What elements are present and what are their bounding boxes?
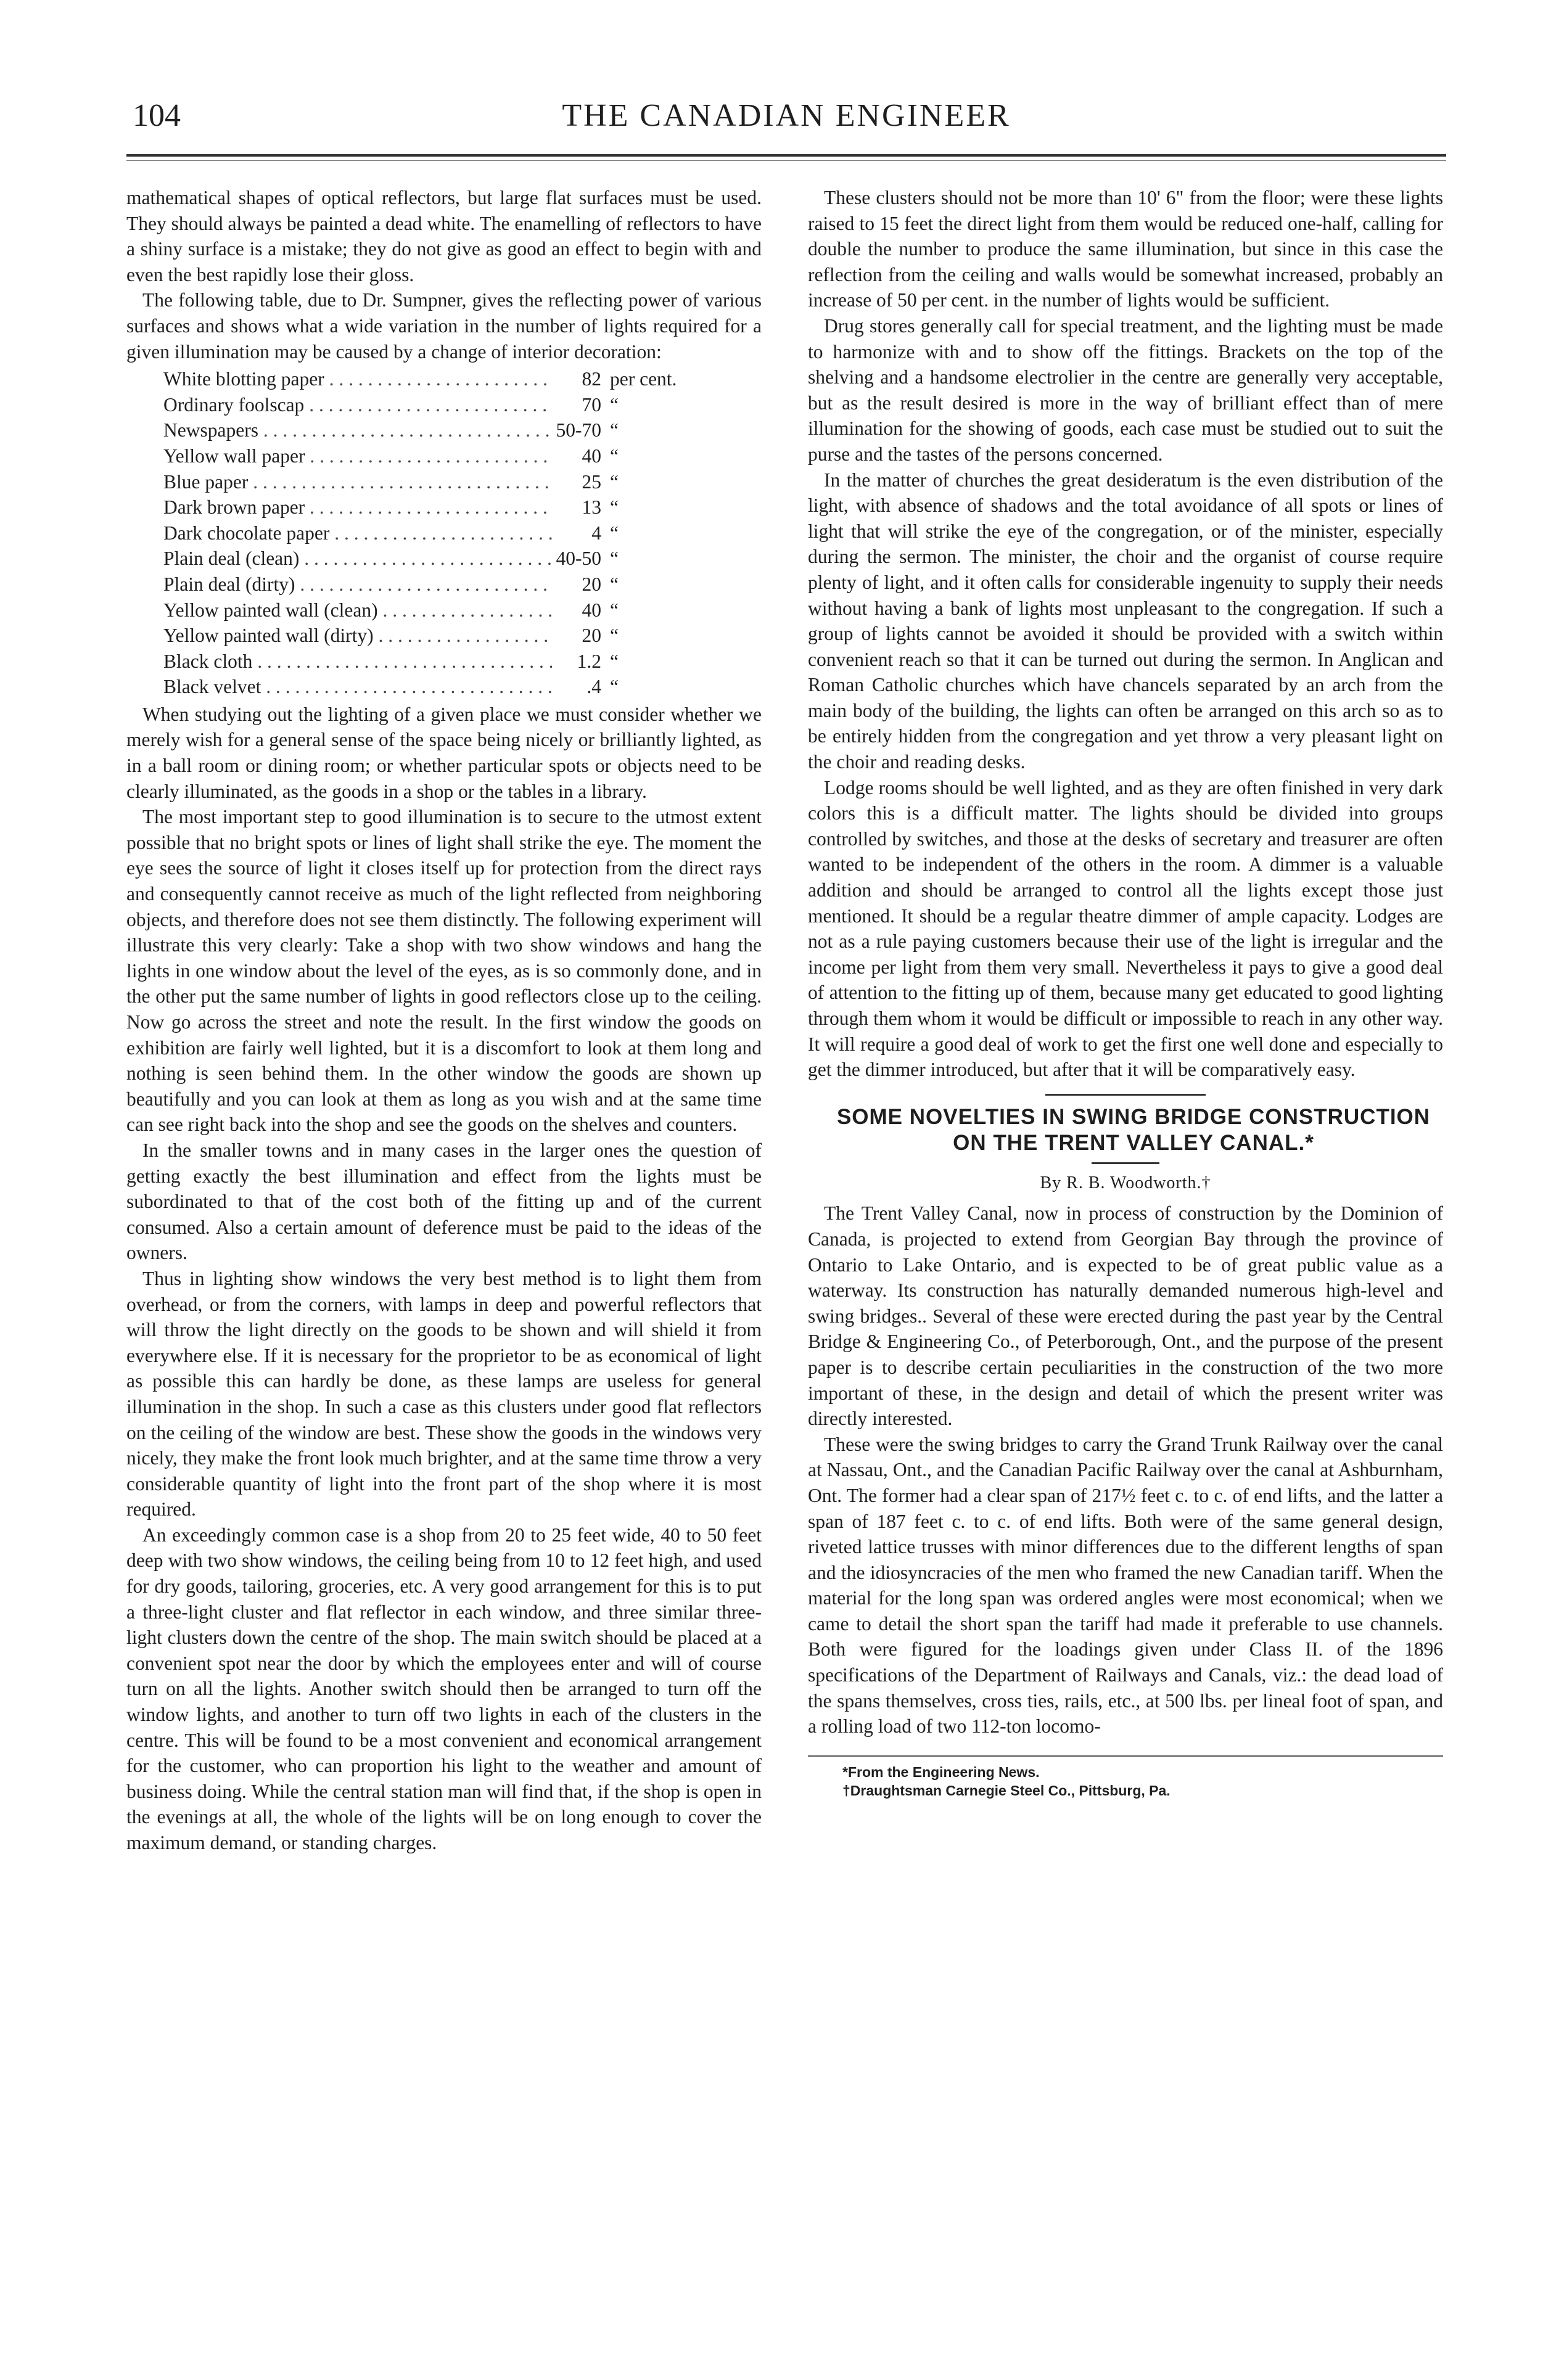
- unit: “: [610, 573, 619, 595]
- paragraph: Drug stores generally call for special treatment, and the lighting must be made to harmonize with and to show off the fittings. Brackets on the top of the shelving and a handsome electrolier in the centre are generally very acceptable, but as the result desired is more in the way of brilliant effect than of mere illumination for the showing of goods, each case must be studied out to suit the purse and the tastes of the persons concerned.: [808, 314, 1443, 465]
- footnote-rule: [808, 1755, 1443, 1757]
- paragraph: The following table, due to Dr. Sumpner, gives the reflecting power of various surfaces and shows what a wide variation in the number of lights required for a given illumination may be caused by a change of interior decoration:: [126, 289, 762, 363]
- unit: “: [610, 548, 619, 570]
- paragraph: An exceedingly common case is a shop from 20 to 25 feet wide, 40 to 50 feet deep with two show windows, the ceiling being from 10 to 12 feet high, and used for dry goods, tailoring, groceries, etc. A very good arrangement for this is to put a three-light cluster and flat reflector in each window, and three similar three-light clusters down the centre of the shop. The main switch should be placed at a convenient spot near the door by which the employees enter and will of course turn on all the lights. Another switch should then be arranged to turn off the window lights, and another to turn off two lights in each of the clusters in the centre. This will be found to be a most convenient and economical arrangement for the customer, who can proportion his light to the weather and amount of business doing. While the central station man will find that, if the shop is open in the evenings at all, the whole of the lights will be on long enough to cover the maximum demand, or standing charges.: [126, 1524, 762, 1853]
- paragraph: These were the swing bridges to carry the Grand Trunk Railway over the canal at Nassau, Ont., and the Canadian Pacific Railway over the canal at Ashburnham, Ont. The former had a clear span of 217½ feet c. to c. of end lifts, and the latter a span of 187 feet c. to c. of end lifts. Both were of the same general design, riveted lattice trusses with minor differences due to the different lengths of span and the idiosyncracies of the men who framed the new Canadian tariff. When the material for the long span was ordered angles were most economical; when we came to detail the short span the tariff had made it preferable to use channels. Both were figured for the loadings given under Class II. of the 1896 specifications of the Department of Railways and Canals, viz.: the dead load of the spans themselves, cross ties, rails, etc., at 500 lbs. per lineal foot of span, and a rolling load of two 112-ton locomo-: [808, 1433, 1443, 1738]
- article-title-line-2: ON THE TRENT VALLEY CANAL.*: [953, 1130, 1314, 1155]
- surface-name: Yellow painted wall (dirty) . . .: [126, 623, 552, 649]
- surface-name: Newspapers . . .: [126, 417, 552, 443]
- table-row: [126, 674, 762, 700]
- paragraph: Thus in lighting show windows the very best method is to light them from overhead, or from the corners, with lamps in deep and powerful reflectors that will throw the light directly on the goods to be shown and will shield it from everywhere else. If it is necessary for the proprietor to be as economical of light as possible this can hardly be done, as these lamps are useless for general illumination in the shop. In such a case as this clusters under good flat reflectors on the ceiling of the window are best. These show the goods in the windows very nicely, they make the front look much brighter, and at the same time throw a very considerable quantity of light into the front part of the shop where it is most required.: [126, 1267, 762, 1520]
- reflect-value: 40: [582, 445, 601, 467]
- unit: “: [610, 496, 619, 519]
- reflecting-power-table: [126, 366, 762, 700]
- unit: “: [610, 419, 619, 441]
- header-rule-thin: [126, 160, 1446, 161]
- paragraph: In the smaller towns and in many cases in the larger ones the question of getting exactly the best illumination and effect from the lights must be subordinated to that of the cost both of the fitting up and of the current consumed. Also a certain amount of deference must be paid to the ideas of the owners.: [126, 1139, 762, 1264]
- unit: “: [610, 445, 619, 467]
- reflect-value: 20: [582, 625, 601, 647]
- unit: “: [610, 599, 619, 621]
- footnote: *From the Engineering News.: [842, 1763, 1040, 1780]
- paragraph: The Trent Valley Canal, now in process of construction by the Dominion of Canada, is projected to extend from Georgian Bay through the province of Ontario to Lake Ontario, and is expected to be of great public value as a waterway. Its construction has naturally demanded numerous high-level and swing bridges.. Several of these were erected during the past year by the Central Bridge & Engineering Co., of Peterborough, Ont., and the purpose of the present paper is to describe certain peculiarities in the construction of the two more important of these, in the design and detail of which the present writer was directly interested.: [808, 1202, 1443, 1430]
- page-header: [126, 92, 1446, 148]
- title-rule: [1092, 1162, 1159, 1164]
- running-title: THE CANADIAN ENGINEER: [562, 98, 1011, 133]
- reflect-value: 40: [582, 599, 601, 621]
- paragraph: The most important step to good illumination is to secure to the utmost extent possible that no bright spots or lines of light shall strike the eye. The moment the eye sees the source of light it closes itself up for protection from the direct rays and consequently cannot receive as much of the light reflected from neighboring objects, and therefore does not see them distinctly. The following experiment will illustrate this very clearly: Take a shop with two show windows and hang the lights in one window about the level of the eyes, as is so commonly done, and in the other put the same number of lights in good reflectors close up to the ceiling. Now go across the street and note the result. In the first window the goods on exhibition are fairly well lighted, but it is a discomfort to look at them long and nothing is seen behind them. In the other window the goods are shown up beautifully and you can look at them as long as you wish and at the same time can see right back into the shop and see the goods on the shelves and counters.: [126, 806, 762, 1136]
- table-row: [126, 417, 762, 443]
- right-column: [808, 185, 1443, 1800]
- surface-name: Yellow wall paper . . .: [126, 443, 552, 469]
- surface-name: Blue paper . . .: [126, 469, 552, 495]
- reflect-value: 50-70: [556, 419, 601, 441]
- surface-name: White blotting paper . . .: [126, 366, 552, 392]
- unit: “: [610, 393, 619, 416]
- paragraph: These clusters should not be more than 10' 6" from the floor; were these lights raised to 15 feet the direct light from them would be reduced one-half, calling for double the number to produce the same illumination, but since in this case the reflection from the ceiling and walls would be somewhat increased, probably an increase of 50 per cent. in the number of lights would be sufficient.: [808, 187, 1443, 311]
- unit: “: [610, 650, 619, 672]
- page-number: 104: [133, 98, 181, 133]
- article-title: SOME NOVELTIES IN SWING BRIDGE CONSTRUCTION: [836, 1104, 1431, 1129]
- surface-name: Yellow painted wall (clean) . . .: [126, 597, 552, 623]
- paragraph: In the matter of churches the great desideratum is the even distribution of the light, with absence of shadows and the total avoidance of all spots or lines of light that will strike the eye of the congregation, or of the minister, especially during the sermon. The minister, the choir and the organist of course require plenty of light, and it often calls for considerable ingenuity to supply their needs without having a bank of lights most unpleasant to the congregation. If such a group of lights cannot be avoided it should be provided with a switch within convenient reach so that it can be turned out during the sermon. In Anglican and Roman Catholic churches which have chancels separated by an arch from the main body of the building, the lights can often be arranged on this arch so as to be entirely hidden from the congregation and yet throw a very pleasant light on the choir and reading desks.: [808, 469, 1443, 773]
- paragraph: Lodge rooms should be well lighted, and as they are often finished in very dark colors this is a difficult matter. The lights should be divided into groups controlled by switches, and those at the desks of secretary and treasurer are often wanted to be independent of the others in the room. A dimmer is a valuable addition and should be arranged to control all the lights except those just mentioned. It should be a regular theatre dimmer of ample capacity. Lodges are not as a rule paying customers because their use of the light is irregular and the income per light from them very small. Nevertheless it pays to give a good deal of attention to the fitting up of them, because many get educated to good lighting through them whom it would be difficult or impossible to reach in any other way. It will require a good deal of work to get the first one well done and especially to get the dimmer introduced, but after that it will be comparatively easy.: [808, 776, 1443, 1081]
- table-row: [126, 443, 762, 469]
- table-row: [126, 597, 762, 623]
- table-row: [126, 546, 762, 572]
- reflect-value: .4: [586, 676, 601, 698]
- header-rule: [126, 154, 1446, 157]
- table-row: [126, 572, 762, 597]
- paragraph: mathematical shapes of optical reflectors, but large flat surfaces must be used. They should always be painted a dead white. The enamelling of reflectors to have a shiny surface is a mistake; they do not give as good an effect to begin with and even the best rapidly lose their gloss.: [126, 187, 762, 285]
- surface-name: Black cloth . . .: [126, 649, 552, 675]
- paragraph: When studying out the lighting of a given place we must consider whether we merely wish for a general sense of the space being nicely or brilliantly lighted, as in a ball room or dining room; or whether particular spots or objects need to be clearly illuminated, as the goods in a shop or the tables in a library.: [126, 703, 762, 802]
- unit: “: [610, 522, 619, 544]
- unit: “: [610, 676, 619, 698]
- reflect-value: 13: [582, 496, 601, 519]
- unit: “: [610, 470, 619, 493]
- reflect-value: 25: [582, 470, 601, 493]
- table-row: [126, 366, 762, 392]
- reflect-value: 4: [591, 522, 601, 544]
- table-row: [126, 623, 762, 649]
- reflect-value: 82: [582, 368, 601, 390]
- footnote: †Draughtsman Carnegie Steel Co., Pittsburg, Pa.: [842, 1782, 1171, 1799]
- article-separator: [1045, 1094, 1206, 1096]
- unit: per cent.: [610, 368, 677, 390]
- table-row: [126, 392, 762, 418]
- reflect-value: 40-50: [556, 548, 601, 570]
- reflect-value: 70: [582, 393, 601, 416]
- table-row: [126, 469, 762, 495]
- surface-name: Ordinary foolscap . . .: [126, 392, 552, 418]
- table-row: [126, 494, 762, 520]
- surface-name: Dark brown paper . . .: [126, 494, 552, 520]
- unit: “: [610, 625, 619, 647]
- surface-name: Plain deal (dirty) . . .: [126, 572, 552, 597]
- byline: By R. B. Woodworth.†: [1040, 1173, 1211, 1192]
- surface-name: Dark chocolate paper . . .: [126, 520, 552, 546]
- surface-name: Plain deal (clean) . . .: [126, 546, 552, 572]
- table-row: [126, 649, 762, 675]
- surface-name: Black velvet . . .: [126, 674, 552, 700]
- reflect-value: 20: [582, 573, 601, 595]
- left-column: [126, 185, 762, 1856]
- reflect-value: 1.2: [577, 650, 601, 672]
- table-row: [126, 520, 762, 546]
